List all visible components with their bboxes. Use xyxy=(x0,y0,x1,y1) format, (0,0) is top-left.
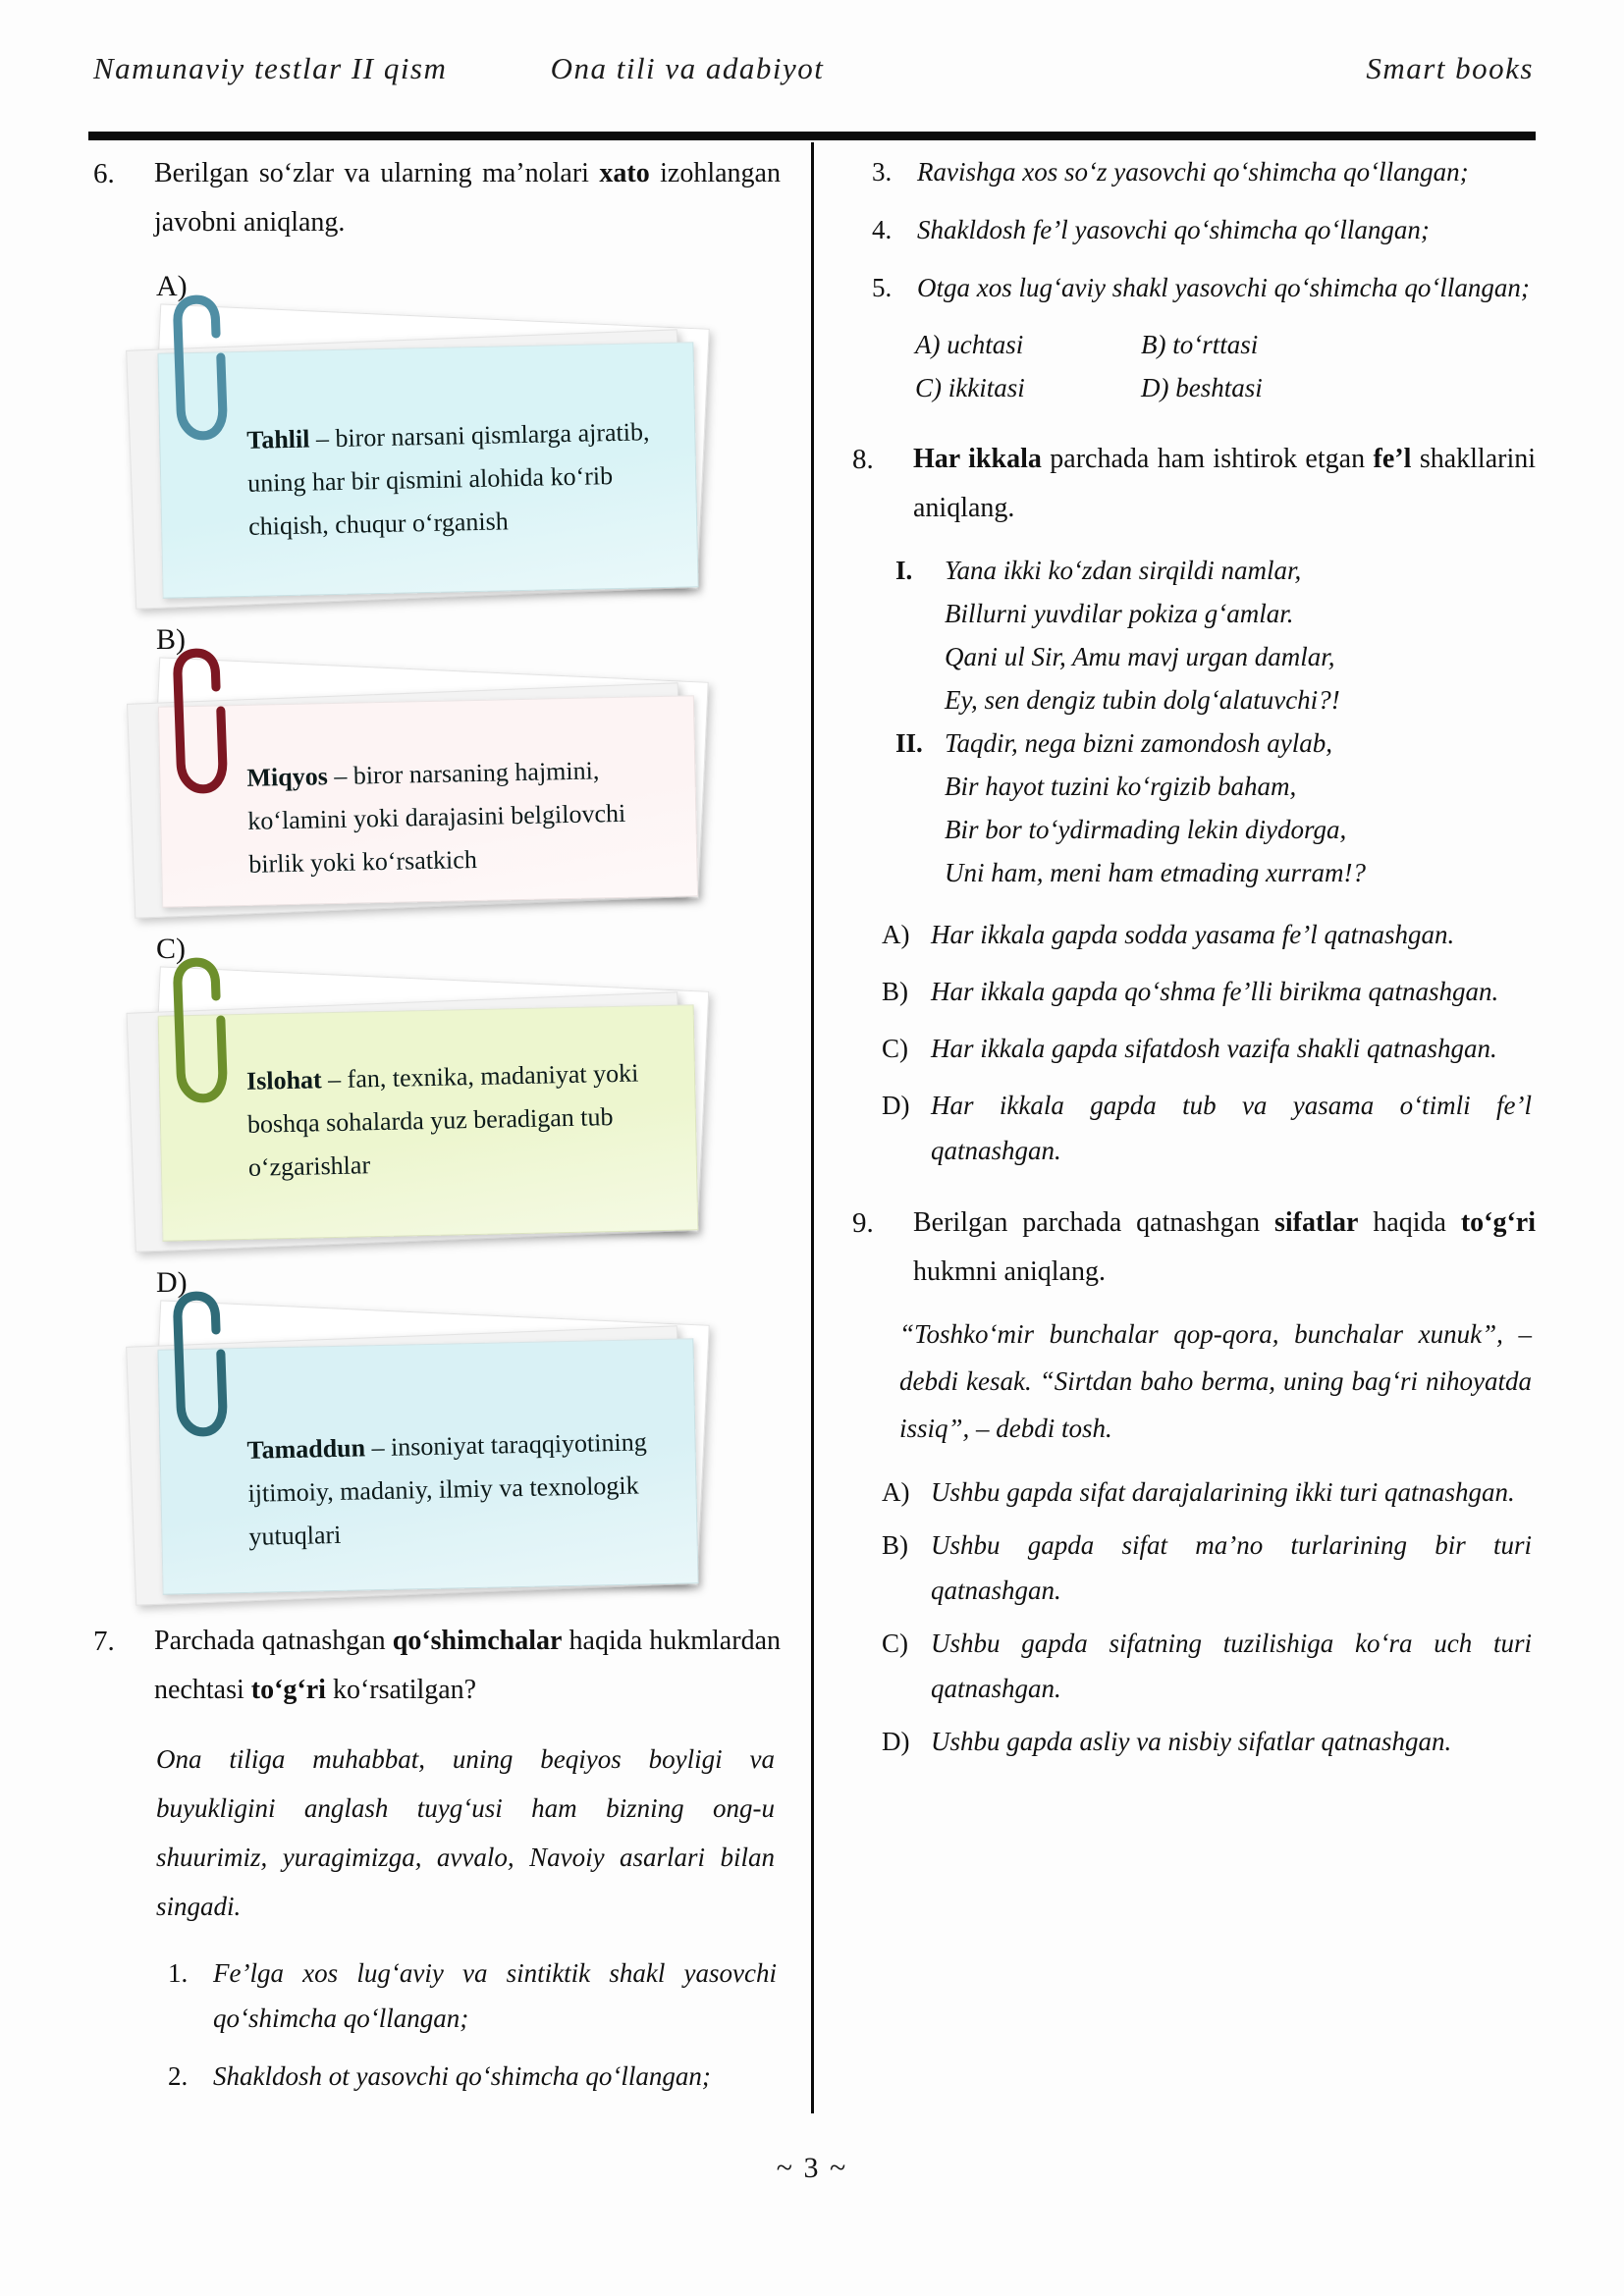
definition-card-tahlil xyxy=(121,310,710,605)
question-9-part3: hukmni aniqlang. xyxy=(913,1256,1106,1287)
definition-term: Islohat xyxy=(245,1065,322,1095)
poem-1 xyxy=(895,549,1536,721)
q9-option-b-text: Ushbu gapda sifat ma’no turlarining bir turi qatnashgan. xyxy=(931,1530,1532,1605)
question-8 xyxy=(852,435,1536,533)
poem-2 xyxy=(895,721,1536,894)
page-number: ~ 3 ~ xyxy=(776,2152,848,2184)
question-8-number: 8. xyxy=(852,444,874,475)
q9-option-d xyxy=(882,1719,1536,1764)
statement-3 xyxy=(872,149,1536,194)
header-brand: Smart books xyxy=(1366,51,1534,85)
left-column xyxy=(93,149,781,2111)
header-rule xyxy=(88,132,1536,140)
question-7 xyxy=(93,1617,781,1715)
statement-3-text: Ravishga xos so‘z yasovchi qo‘shimcha qo‘llangan; xyxy=(917,157,1469,187)
statement-5-text: Otga xos lug‘aviy shakl yasovchi qo‘shimcha qo‘llangan; xyxy=(917,273,1530,302)
question-9-quote: “Toshko‘mir bunchalar qop-qora, bunchalar xunuk”, – debdi kesak. “Sirtdan baho berma, uning bag‘ri nihoyatda issiq”, – debdi tosh. xyxy=(899,1319,1532,1443)
q9-option-c xyxy=(882,1621,1536,1711)
definition-term: Tahlil xyxy=(246,424,310,454)
poem-line: Bir bor to‘ydirmading lekin diydorga, xyxy=(945,815,1347,844)
statement-5 xyxy=(872,265,1536,310)
answer-c-label: C) xyxy=(915,373,942,402)
question-7-part3: ko‘rsatilgan? xyxy=(325,1675,477,1705)
definition-card-tamaddun xyxy=(121,1307,710,1601)
poem-line: Bir hayot tuzini ko‘rgizib baham, xyxy=(945,772,1297,801)
q8-option-b-text: Har ikkala gapda qo‘shma fe’lli birikma qatnashgan. xyxy=(931,977,1499,1006)
q8-option-d xyxy=(882,1083,1536,1173)
question-7-passage: Ona tiliga muhabbat, uning beqiyos boyligi va buyukligini anglash tuyg‘usi ham bizning ong-u shuurimiz, yuragimizga, avvalo, Navoiy asarlari bilan singadi. xyxy=(156,1744,775,1921)
question-9 xyxy=(852,1199,1536,1297)
q9-option-b-label: B) xyxy=(882,1530,908,1560)
answer-d xyxy=(1141,366,1367,409)
question-7-part1: Parchada qatnashgan xyxy=(154,1626,393,1656)
sticky-note xyxy=(158,1004,699,1241)
poem-line: Billurni yuvdilar pokiza g‘amlar. xyxy=(945,599,1294,628)
right-column xyxy=(852,149,1536,1776)
question-8-text xyxy=(913,435,1536,533)
definition-text xyxy=(159,1005,697,1191)
definition-term: Tamaddun xyxy=(246,1433,366,1465)
question-9-number: 9. xyxy=(852,1207,874,1239)
question-9-part1: Berilgan parchada qatnashgan xyxy=(913,1207,1274,1238)
question-7-part2: haqida hukmlardan nechtasi xyxy=(154,1626,781,1705)
option-label-a: A) xyxy=(156,270,188,302)
paperclip-icon xyxy=(161,956,239,1107)
statement-2-number: 2. xyxy=(168,2061,189,2091)
definition-body: – biror narsani qismlarga ajratib, uning har bir qismini alohida ko‘rib chiqish, chuqur o‘rganish xyxy=(246,417,650,541)
q8-option-d-text: Har ikkala gapda tub va yasama o‘timli fe’l qatnashgan. xyxy=(931,1091,1532,1165)
question-6-number: 6. xyxy=(93,158,115,189)
definition-text xyxy=(158,1339,696,1560)
poem-2-lines xyxy=(945,721,1536,894)
poem-line: Uni ham, meni ham etmading xurram!? xyxy=(945,858,1366,887)
question-7-bold2: to‘g‘ri xyxy=(250,1675,326,1705)
question-8-bold2: fe’l xyxy=(1373,444,1412,474)
question-6-part1: Berilgan so‘zlar va ularning ma’nolari xyxy=(154,158,600,188)
answer-c-text: ikkitasi xyxy=(947,373,1025,402)
statement-3-number: 3. xyxy=(872,157,893,187)
poem-1-label: I. xyxy=(895,556,913,585)
definition-term: Miqyos xyxy=(246,762,329,792)
paperclip-icon xyxy=(161,1290,239,1441)
statement-4-number: 4. xyxy=(872,215,893,244)
question-6 xyxy=(93,149,781,247)
definition-card-miqyos xyxy=(121,664,710,914)
question-9-text xyxy=(913,1199,1536,1297)
question-8-bold1: Har ikkala xyxy=(913,444,1042,474)
poem-line: Qani ul Sir, Amu mavj urgan damlar, xyxy=(945,642,1335,671)
definition-text xyxy=(158,343,696,550)
statement-5-number: 5. xyxy=(872,273,893,302)
q9-option-b xyxy=(882,1522,1536,1613)
q8-option-b-label: B) xyxy=(882,977,908,1006)
q9-option-d-text: Ushbu gapda asliy va nisbiy sifatlar qatnashgan. xyxy=(931,1727,1452,1756)
option-label-d: D) xyxy=(156,1266,188,1299)
statement-1-number: 1. xyxy=(168,1958,189,1988)
q8-option-a-text: Har ikkala gapda sodda yasama fe’l qatnashgan. xyxy=(931,920,1455,949)
sticky-note xyxy=(157,1338,698,1594)
answer-a-text: uchtasi xyxy=(947,330,1024,359)
question-8-part1: parchada ham ishtirok etgan xyxy=(1041,444,1374,474)
q9-option-c-text: Ushbu gapda sifatning tuzilishiga ko‘ra uch turi qatnashgan. xyxy=(931,1629,1532,1703)
sticky-note xyxy=(158,695,698,907)
statement-2 xyxy=(168,2054,781,2099)
poem-2-label: II. xyxy=(895,728,923,758)
definition-text xyxy=(159,696,697,887)
header-left-title: Namunaviy testlar II qism xyxy=(93,51,448,85)
q8-option-d-label: D) xyxy=(882,1091,910,1120)
question-9-part2: haqida xyxy=(1358,1207,1461,1238)
answer-d-text: beshtasi xyxy=(1175,373,1263,402)
statement-4 xyxy=(872,207,1536,252)
statement-1 xyxy=(168,1950,781,2041)
option-label-b: B) xyxy=(156,623,186,656)
option-label-c: C) xyxy=(156,933,186,965)
column-divider xyxy=(811,142,814,2113)
q9-option-a xyxy=(882,1469,1536,1515)
answer-b xyxy=(1141,323,1367,366)
q8-option-a xyxy=(882,912,1536,957)
header-subject-title: Ona tili va adabiyot xyxy=(550,51,825,85)
question-7-number: 7. xyxy=(93,1626,115,1657)
q9-option-d-label: D) xyxy=(882,1727,910,1756)
answer-c xyxy=(915,366,1141,409)
poem-1-lines xyxy=(945,549,1536,721)
statement-1-text: Fe’lga xos lug‘aviy va sintiktik shakl yasovchi qo‘shimcha qo‘llangan; xyxy=(213,1958,777,2033)
statement-4-text: Shakldosh fe’l yasovchi qo‘shimcha qo‘llangan; xyxy=(917,215,1430,244)
statement-2-text: Shakldosh ot yasovchi qo‘shimcha qo‘llangan; xyxy=(213,2061,711,2091)
paperclip-icon xyxy=(161,294,239,445)
definition-body: – biror narsaning hajmini, ko‘lamini yoki darajasini belgilovchi birlik yoki ko‘rsatkich xyxy=(247,756,626,879)
q8-option-a-label: A) xyxy=(882,920,910,949)
q9-option-a-label: A) xyxy=(882,1477,910,1507)
q8-option-b xyxy=(882,969,1536,1014)
answer-a xyxy=(915,323,1141,366)
question-7-bold1: qo‘shimchalar xyxy=(392,1626,563,1656)
question-9-bold1: sifatlar xyxy=(1273,1207,1359,1238)
q9-option-a-text: Ushbu gapda sifat darajalarining ikki turi qatnashgan. xyxy=(931,1477,1515,1507)
poem-line: Ey, sen dengiz tubin dolg‘alatuvchi?! xyxy=(945,685,1340,715)
paperclip-icon xyxy=(161,647,239,798)
answer-b-text: to‘rttasi xyxy=(1172,330,1259,359)
question-9-bold2: to‘g‘ri xyxy=(1460,1207,1536,1238)
answer-d-label: D) xyxy=(1141,373,1169,402)
q9-option-c-label: C) xyxy=(882,1629,908,1658)
poem-line: Yana ikki ko‘zdan sirqildi namlar, xyxy=(945,556,1302,585)
answer-b-label: B) xyxy=(1141,330,1166,359)
answer-a-label: A) xyxy=(915,330,941,359)
poem-line: Taqdir, nega bizni zamondosh aylab, xyxy=(945,728,1333,758)
question-6-text xyxy=(154,149,781,247)
definition-body: – insoniyat taraqqiyotining ijtimoiy, madaniy, ilmiy va texnologik yutuqlari xyxy=(247,1427,647,1551)
q8-option-c xyxy=(882,1026,1536,1071)
q8-option-c-label: C) xyxy=(882,1034,908,1063)
definition-card-islohat xyxy=(121,973,710,1248)
question-7-answers xyxy=(915,323,1536,409)
sticky-note xyxy=(157,342,698,598)
question-7-text xyxy=(154,1617,781,1715)
q8-option-c-text: Har ikkala gapda sifatdosh vazifa shakli qatnashgan. xyxy=(931,1034,1497,1063)
question-8-part2: shakllarini aniqlang. xyxy=(913,444,1537,523)
question-6-part2: izohlangan javobni aniqlang. xyxy=(154,158,781,238)
question-6-bold1: xato xyxy=(599,158,650,188)
definition-body: – fan, texnika, madaniyat yoki boshqa sohalarda yuz beradigan tub o‘zgarishlar xyxy=(246,1058,639,1182)
